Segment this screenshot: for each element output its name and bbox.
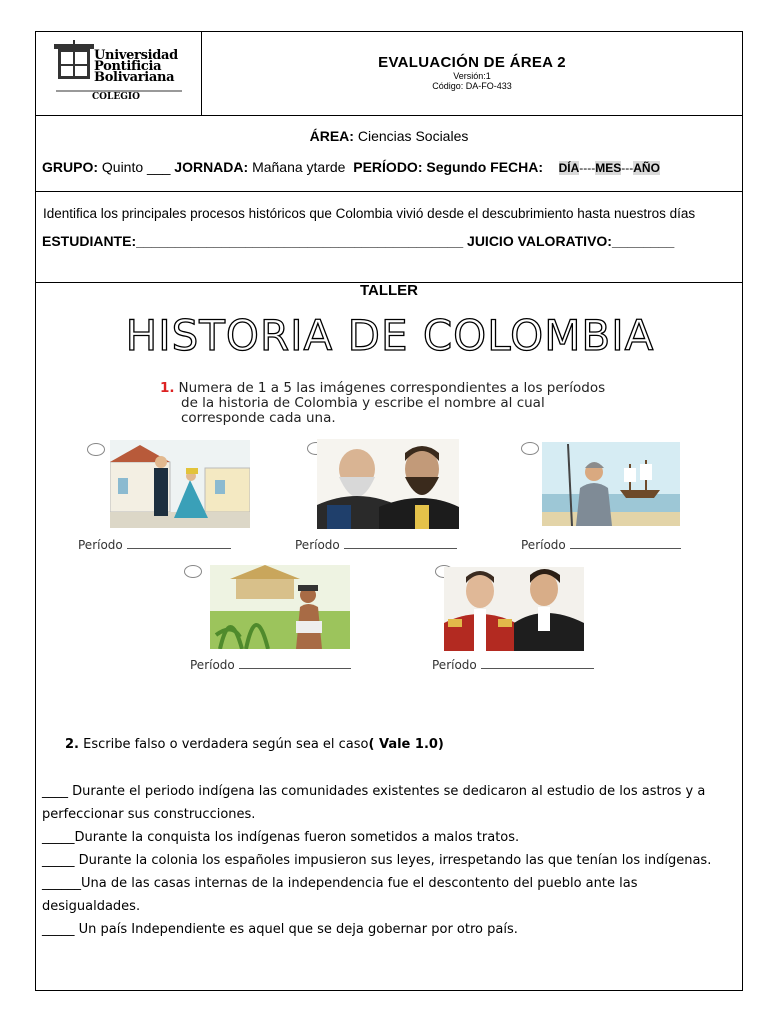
period-answer-line[interactable]	[239, 658, 351, 669]
number-circle[interactable]	[521, 442, 539, 455]
period-answer-line[interactable]	[481, 658, 594, 669]
evaluation-sheet	[35, 31, 743, 991]
question-2: 2. Escribe falso o verdadera según sea el caso( Vale 1.0)	[65, 737, 444, 752]
periodo-label: PERÍODO: Segundo	[353, 159, 487, 175]
objective-row	[36, 192, 742, 283]
anio-field: AÑO	[633, 161, 660, 175]
grupo-label: GRUPO:	[42, 159, 98, 175]
colonial-scene-image	[110, 440, 250, 528]
big-title-text: HISTORIA DE COLOMBIA	[125, 311, 655, 360]
logo-line-2: Pontificia	[94, 59, 162, 74]
jornada-label: JORNADA:	[174, 159, 249, 175]
version-text: Versión:1	[453, 71, 491, 81]
period-answer-line[interactable]	[344, 538, 457, 549]
statement-item: _____Durante la conquista los indígenas fueron sometidos a malos tratos.	[42, 830, 520, 845]
fecha-label: FECHA:	[490, 159, 544, 175]
jornada-value: Mañana ytarde	[252, 159, 346, 175]
code-text: Código: DA-FO-433	[432, 81, 512, 91]
header-row	[36, 32, 742, 116]
period-label: Período	[432, 658, 477, 672]
statement-item: ______Una de las casas internas de la independencia fue el descontento del pueblo ante las desigualdades.	[42, 876, 638, 914]
dia-field: DÍA	[558, 161, 580, 175]
period-label: Período	[295, 538, 340, 552]
period-label: Período	[78, 538, 123, 552]
grupo-value: Quinto ___	[101, 159, 171, 175]
mes-field: MES	[595, 161, 622, 175]
true-false-list	[42, 780, 736, 941]
number-circle[interactable]	[87, 443, 105, 456]
university-logo	[36, 32, 202, 115]
period-answer-line[interactable]	[127, 538, 231, 549]
outlined-title	[36, 304, 744, 364]
period-label: Período	[190, 658, 235, 672]
q1-number: 1.	[160, 380, 175, 396]
document-title: EVALUACIÓN DE ÁREA 2	[378, 54, 566, 71]
q2-value: ( Vale 1.0)	[368, 737, 444, 752]
q2-number: 2.	[65, 737, 79, 752]
number-circle[interactable]	[184, 565, 202, 578]
objective-text: Identifica los principales procesos históricos que Colombia vivió desde el descubrimiento hasta nuestros días	[43, 206, 696, 221]
indigenous-scene-image	[210, 565, 350, 649]
independence-heroes-image	[444, 567, 584, 651]
conquest-scene-image	[542, 442, 680, 526]
logo-line-3: Bolivariana	[94, 70, 175, 85]
portraits-image	[317, 439, 459, 529]
statement-item: ____ Durante el periodo indígena las comunidades existentes se dedicaron al estudio de los astros y a perfeccionar sus construcciones.	[42, 784, 706, 822]
statement-item: _____ Durante la colonia los españoles impusieron sus leyes, irrespetando las que tenían los indígenas.	[42, 853, 712, 868]
logo-line-1: Universidad	[94, 48, 178, 63]
taller-heading: TALLER	[359, 282, 419, 299]
period-label: Período	[521, 538, 566, 552]
area-value: Ciencias Sociales	[357, 128, 469, 144]
period-answer-line[interactable]	[570, 538, 681, 549]
question-1: 1. Numera de 1 a 5 las imágenes correspondientes a los períodos de la historia de Colombia y escribe el nombre al cual corresponde cada una.	[160, 380, 606, 426]
student-field: ESTUDIANTE:__________________________________________	[42, 233, 464, 249]
juicio-field: JUICIO VALORATIVO:________	[467, 233, 675, 249]
statement-item: _____ Un país Independiente es aquel que se deja gobernar por otro país.	[42, 922, 518, 937]
info-row: ÁREA: Ciencias Sociales GRUPO: Quinto ___ JORNADA: Mañana ytarde PERÍODO: Segundo FECHA: DÍA----MES---AÑO	[36, 116, 742, 192]
area-label: ÁREA:	[309, 128, 354, 144]
logo-colegio: COLEGIO	[92, 92, 140, 102]
